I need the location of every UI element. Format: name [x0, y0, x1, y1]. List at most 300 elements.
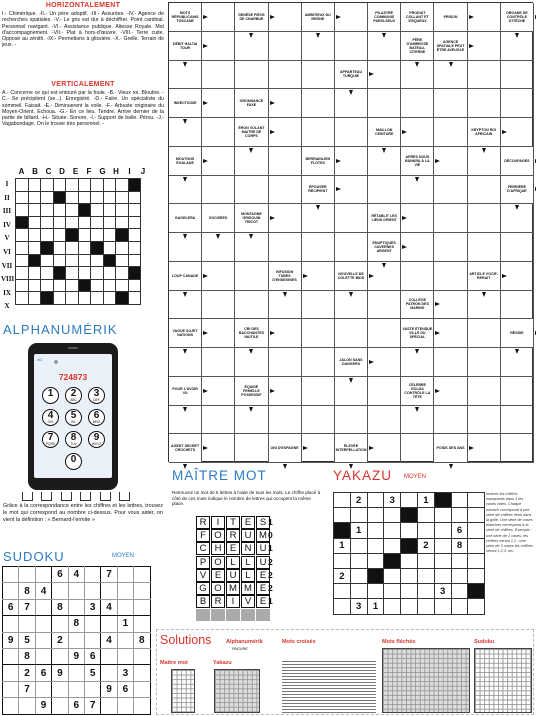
arrow-word-cell[interactable] — [468, 61, 501, 90]
mini-cell[interactable] — [16, 191, 29, 204]
sudoku-cell[interactable] — [84, 616, 100, 632]
mini-cell[interactable] — [41, 241, 54, 254]
mini-cell[interactable] — [53, 254, 66, 267]
mini-cell[interactable] — [116, 292, 129, 305]
sudoku-grid[interactable] — [2, 566, 151, 715]
sudoku-cell[interactable] — [134, 681, 150, 697]
arrow-word-cell[interactable] — [269, 348, 302, 377]
yakazu-cell[interactable]: 8 — [451, 538, 468, 553]
yakazu-cell[interactable] — [334, 584, 351, 599]
arrow-word-cell[interactable] — [269, 377, 302, 406]
arrow-word-cell[interactable] — [401, 348, 434, 377]
arrow-word-cell[interactable] — [269, 204, 302, 233]
arrow-word-cell[interactable] — [335, 89, 368, 118]
yakazu-cell[interactable] — [384, 568, 401, 583]
yakazu-cell[interactable] — [468, 508, 485, 523]
arrow-word-cell[interactable] — [468, 176, 501, 205]
sudoku-cell[interactable]: 1 — [117, 616, 133, 632]
maitre-mot-answer[interactable] — [196, 609, 270, 621]
arrow-word-cell[interactable] — [368, 89, 401, 118]
arrow-word-grid[interactable] — [168, 2, 533, 462]
mini-cell[interactable] — [78, 254, 91, 267]
mini-cell[interactable] — [91, 279, 104, 292]
mini-cell[interactable] — [128, 216, 141, 229]
sudoku-cell[interactable] — [134, 665, 150, 681]
sudoku-cell[interactable] — [35, 567, 51, 583]
mini-cell[interactable] — [103, 254, 116, 267]
yakazu-cell[interactable] — [451, 599, 468, 614]
yakazu-cell[interactable] — [434, 553, 451, 568]
arrow-word-cell[interactable] — [501, 434, 534, 463]
yakazu-cell[interactable] — [334, 553, 351, 568]
yakazu-cell[interactable] — [350, 538, 367, 553]
sudoku-cell[interactable]: 9 — [52, 665, 68, 681]
mini-cell[interactable] — [91, 267, 104, 280]
arrow-word-cell[interactable] — [368, 348, 401, 377]
mini-cell[interactable] — [103, 216, 116, 229]
yakazu-cell[interactable] — [468, 538, 485, 553]
mini-cell[interactable] — [78, 204, 91, 217]
mini-cell[interactable] — [91, 292, 104, 305]
arrow-word-cell[interactable] — [434, 291, 467, 320]
mini-cell[interactable] — [53, 279, 66, 292]
mini-cell[interactable] — [66, 241, 79, 254]
sudoku-cell[interactable]: 6 — [35, 665, 51, 681]
arrow-word-cell[interactable] — [501, 204, 534, 233]
arrow-word-cell[interactable] — [235, 348, 268, 377]
arrow-word-cell[interactable] — [202, 406, 235, 435]
arrow-word-cell[interactable] — [501, 89, 534, 118]
arrow-word-cell[interactable] — [269, 233, 302, 262]
yakazu-cell[interactable] — [350, 553, 367, 568]
yakazu-cell[interactable] — [417, 508, 434, 523]
mini-cell[interactable] — [53, 216, 66, 229]
mini-cell[interactable] — [53, 267, 66, 280]
sudoku-cell[interactable] — [35, 632, 51, 648]
arrow-word-cell[interactable] — [368, 32, 401, 61]
sudoku-cell[interactable]: 6 — [117, 681, 133, 697]
key-0[interactable] — [65, 453, 82, 470]
arrow-word-cell[interactable] — [169, 176, 202, 205]
mini-cell[interactable] — [103, 179, 116, 192]
arrow-word-cell[interactable] — [202, 348, 235, 377]
arrow-word-cell[interactable] — [335, 176, 368, 205]
mini-cell[interactable] — [103, 267, 116, 280]
mini-cell[interactable] — [28, 267, 41, 280]
yakazu-cell[interactable] — [468, 568, 485, 583]
sudoku-cell[interactable]: 8 — [134, 632, 150, 648]
mini-cell[interactable] — [16, 179, 29, 192]
sudoku-cell[interactable]: 8 — [68, 616, 84, 632]
arrow-word-cell[interactable] — [302, 377, 335, 406]
mini-cell[interactable] — [41, 279, 54, 292]
mini-cell[interactable] — [66, 179, 79, 192]
mini-cell[interactable] — [28, 204, 41, 217]
yakazu-cell[interactable] — [417, 584, 434, 599]
arrow-word-cell[interactable] — [202, 377, 235, 406]
arrow-word-cell[interactable] — [368, 176, 401, 205]
arrow-word-cell[interactable] — [235, 233, 268, 262]
yakazu-cell[interactable] — [417, 553, 434, 568]
sudoku-cell[interactable] — [101, 698, 117, 714]
arrow-word-cell[interactable] — [468, 204, 501, 233]
mini-cell[interactable] — [66, 216, 79, 229]
mini-cell[interactable] — [16, 216, 29, 229]
mini-cell[interactable] — [41, 216, 54, 229]
sudoku-cell[interactable] — [68, 583, 84, 599]
mini-cell[interactable] — [28, 241, 41, 254]
arrow-word-cell[interactable] — [468, 89, 501, 118]
yakazu-cell[interactable] — [417, 568, 434, 583]
sudoku-cell[interactable]: 6 — [3, 599, 19, 615]
sudoku-cell[interactable]: 7 — [19, 681, 35, 697]
sudoku-cell[interactable] — [134, 648, 150, 664]
arrow-word-cell[interactable] — [335, 319, 368, 348]
yakazu-cell[interactable] — [367, 584, 384, 599]
mini-cell[interactable] — [91, 216, 104, 229]
arrow-word-cell[interactable] — [434, 61, 467, 90]
yakazu-cell[interactable] — [434, 599, 451, 614]
mini-cell[interactable] — [53, 179, 66, 192]
yakazu-cell[interactable] — [401, 568, 418, 583]
sudoku-cell[interactable]: 4 — [68, 567, 84, 583]
sudoku-cell[interactable] — [52, 698, 68, 714]
sudoku-cell[interactable] — [84, 567, 100, 583]
mini-cell[interactable] — [41, 292, 54, 305]
sudoku-cell[interactable] — [84, 583, 100, 599]
sudoku-cell[interactable] — [101, 616, 117, 632]
arrow-word-cell[interactable] — [468, 32, 501, 61]
mini-cell[interactable] — [53, 292, 66, 305]
mini-cell[interactable] — [41, 179, 54, 192]
mini-cell[interactable] — [66, 204, 79, 217]
sudoku-cell[interactable]: 3 — [117, 665, 133, 681]
sudoku-cell[interactable]: 4 — [35, 583, 51, 599]
arrow-word-cell[interactable] — [202, 3, 235, 32]
yakazu-cell[interactable] — [367, 508, 384, 523]
sudoku-cell[interactable] — [68, 665, 84, 681]
arrow-word-cell[interactable] — [269, 32, 302, 61]
arrow-word-cell[interactable] — [335, 406, 368, 435]
key-6[interactable] — [88, 409, 105, 426]
mini-cell[interactable] — [66, 191, 79, 204]
arrow-word-cell[interactable] — [501, 262, 534, 291]
yakazu-cell[interactable] — [451, 493, 468, 508]
arrow-word-cell[interactable] — [468, 434, 501, 463]
mini-cell[interactable] — [28, 279, 41, 292]
arrow-word-cell[interactable] — [235, 434, 268, 463]
arrow-word-cell[interactable] — [434, 319, 467, 348]
arrow-word-cell[interactable] — [169, 61, 202, 90]
arrow-word-cell[interactable] — [302, 262, 335, 291]
arrow-word-cell[interactable] — [434, 348, 467, 377]
sudoku-cell[interactable] — [3, 648, 19, 664]
key-3[interactable] — [88, 387, 105, 404]
arrow-word-cell[interactable] — [401, 176, 434, 205]
arrow-word-cell[interactable] — [368, 434, 401, 463]
sudoku-cell[interactable]: 5 — [19, 632, 35, 648]
answer-slot[interactable] — [41, 492, 52, 501]
sudoku-cell[interactable] — [35, 648, 51, 664]
mini-cell[interactable] — [53, 204, 66, 217]
sudoku-cell[interactable] — [52, 648, 68, 664]
mini-cell[interactable] — [28, 179, 41, 192]
sudoku-cell[interactable] — [52, 583, 68, 599]
sudoku-cell[interactable] — [35, 616, 51, 632]
arrow-word-cell[interactable] — [335, 147, 368, 176]
arrow-word-cell[interactable] — [335, 233, 368, 262]
sudoku-cell[interactable]: 3 — [84, 599, 100, 615]
arrow-word-cell[interactable] — [169, 348, 202, 377]
sudoku-cell[interactable] — [134, 567, 150, 583]
sudoku-cell[interactable] — [134, 583, 150, 599]
mini-cell[interactable] — [66, 254, 79, 267]
answer-slot[interactable] — [61, 492, 72, 501]
yakazu-cell[interactable] — [367, 493, 384, 508]
mini-cell[interactable] — [41, 229, 54, 242]
sudoku-cell[interactable]: 9 — [3, 632, 19, 648]
arrow-word-cell[interactable] — [302, 89, 335, 118]
sudoku-cell[interactable]: 9 — [35, 698, 51, 714]
mini-cell[interactable] — [41, 191, 54, 204]
arrow-word-cell[interactable] — [235, 291, 268, 320]
yakazu-cell[interactable] — [401, 584, 418, 599]
key-4[interactable] — [42, 409, 59, 426]
mini-cell[interactable] — [91, 241, 104, 254]
answer-slot[interactable] — [119, 492, 130, 501]
yakazu-cell[interactable] — [434, 508, 451, 523]
arrow-word-cell[interactable] — [501, 348, 534, 377]
arrow-word-cell[interactable] — [202, 233, 235, 262]
key-8[interactable] — [65, 431, 82, 448]
yakazu-cell[interactable] — [334, 508, 351, 523]
arrow-word-cell[interactable] — [202, 118, 235, 147]
yakazu-cell[interactable]: 3 — [434, 584, 451, 599]
mini-cell[interactable] — [91, 179, 104, 192]
arrow-word-cell[interactable] — [468, 377, 501, 406]
arrow-word-cell[interactable] — [169, 406, 202, 435]
arrow-word-cell[interactable] — [335, 377, 368, 406]
arrow-word-cell[interactable] — [235, 32, 268, 61]
mini-cell[interactable] — [66, 292, 79, 305]
yakazu-cell[interactable]: 2 — [334, 568, 351, 583]
mini-cell[interactable] — [128, 279, 141, 292]
mini-cell[interactable] — [16, 267, 29, 280]
sudoku-cell[interactable]: 6 — [68, 698, 84, 714]
arrow-word-cell[interactable] — [302, 348, 335, 377]
yakazu-cell[interactable] — [384, 523, 401, 538]
mini-cell[interactable] — [116, 241, 129, 254]
arrow-word-cell[interactable] — [235, 61, 268, 90]
yakazu-cell[interactable] — [434, 568, 451, 583]
yakazu-cell[interactable] — [451, 568, 468, 583]
sudoku-cell[interactable] — [68, 681, 84, 697]
arrow-word-cell[interactable] — [401, 406, 434, 435]
arrow-word-cell[interactable] — [269, 61, 302, 90]
mini-cell[interactable] — [53, 241, 66, 254]
sudoku-cell[interactable] — [3, 681, 19, 697]
arrow-word-cell[interactable] — [401, 434, 434, 463]
yakazu-cell[interactable] — [384, 508, 401, 523]
mini-cell[interactable] — [78, 279, 91, 292]
yakazu-cell[interactable] — [468, 599, 485, 614]
sudoku-cell[interactable] — [3, 583, 19, 599]
mini-cell[interactable] — [28, 191, 41, 204]
sudoku-cell[interactable]: 7 — [101, 567, 117, 583]
arrow-word-cell[interactable] — [169, 291, 202, 320]
mini-cell[interactable] — [116, 216, 129, 229]
sudoku-cell[interactable] — [68, 599, 84, 615]
arrow-word-cell[interactable] — [401, 89, 434, 118]
yakazu-cell[interactable] — [384, 599, 401, 614]
arrow-word-cell[interactable] — [302, 434, 335, 463]
mini-cell[interactable] — [103, 279, 116, 292]
arrow-word-cell[interactable] — [202, 291, 235, 320]
mini-cell[interactable] — [103, 191, 116, 204]
yakazu-cell[interactable]: 3 — [384, 493, 401, 508]
arrow-word-cell[interactable] — [235, 147, 268, 176]
yakazu-cell[interactable] — [367, 523, 384, 538]
mini-cell[interactable] — [28, 216, 41, 229]
mini-cell[interactable] — [103, 241, 116, 254]
sudoku-cell[interactable]: 5 — [84, 665, 100, 681]
yakazu-cell[interactable]: 2 — [417, 538, 434, 553]
arrow-word-cell[interactable] — [468, 291, 501, 320]
mini-cell[interactable] — [16, 292, 29, 305]
sudoku-cell[interactable] — [68, 632, 84, 648]
arrow-word-cell[interactable] — [202, 89, 235, 118]
arrow-word-cell[interactable] — [302, 204, 335, 233]
sudoku-cell[interactable] — [117, 583, 133, 599]
mini-cell[interactable] — [116, 204, 129, 217]
sudoku-cell[interactable] — [134, 599, 150, 615]
answer-slot[interactable] — [22, 492, 33, 501]
mini-cell[interactable] — [78, 229, 91, 242]
mini-cell[interactable] — [16, 204, 29, 217]
sudoku-cell[interactable]: 7 — [84, 698, 100, 714]
arrow-word-cell[interactable] — [501, 233, 534, 262]
mini-cell[interactable] — [103, 292, 116, 305]
arrow-word-cell[interactable] — [434, 233, 467, 262]
arrow-word-cell[interactable] — [501, 406, 534, 435]
arrow-word-cell[interactable] — [235, 406, 268, 435]
yakazu-grid[interactable] — [333, 492, 485, 615]
yakazu-cell[interactable] — [367, 538, 384, 553]
arrow-word-cell[interactable] — [434, 262, 467, 291]
arrow-word-cell[interactable] — [302, 32, 335, 61]
sudoku-cell[interactable] — [101, 648, 117, 664]
arrow-word-cell[interactable] — [468, 406, 501, 435]
sudoku-cell[interactable] — [52, 616, 68, 632]
arrow-word-cell[interactable] — [401, 61, 434, 90]
arrow-word-cell[interactable] — [368, 406, 401, 435]
mini-cell[interactable] — [128, 292, 141, 305]
arrow-word-cell[interactable] — [202, 147, 235, 176]
arrow-word-cell[interactable] — [468, 233, 501, 262]
sudoku-cell[interactable] — [3, 665, 19, 681]
sudoku-cell[interactable] — [101, 665, 117, 681]
mini-cell[interactable] — [41, 267, 54, 280]
yakazu-cell[interactable]: 1 — [367, 599, 384, 614]
arrow-word-cell[interactable] — [434, 377, 467, 406]
arrow-word-cell[interactable] — [269, 147, 302, 176]
sudoku-cell[interactable]: 4 — [101, 599, 117, 615]
sudoku-cell[interactable] — [101, 583, 117, 599]
sudoku-cell[interactable] — [84, 681, 100, 697]
arrow-word-cell[interactable] — [501, 118, 534, 147]
mini-cell[interactable] — [128, 204, 141, 217]
sudoku-cell[interactable]: 2 — [19, 665, 35, 681]
sudoku-cell[interactable]: 9 — [68, 648, 84, 664]
sudoku-cell[interactable]: 6 — [52, 567, 68, 583]
arrow-word-cell[interactable] — [434, 204, 467, 233]
arrow-word-cell[interactable] — [202, 434, 235, 463]
arrow-word-cell[interactable] — [501, 32, 534, 61]
arrow-word-cell[interactable] — [302, 291, 335, 320]
arrow-word-cell[interactable] — [202, 61, 235, 90]
yakazu-cell[interactable] — [468, 493, 485, 508]
yakazu-cell[interactable] — [417, 599, 434, 614]
arrow-word-cell[interactable] — [202, 176, 235, 205]
sudoku-cell[interactable]: 8 — [19, 583, 35, 599]
arrow-word-cell[interactable] — [434, 89, 467, 118]
yakazu-cell[interactable] — [417, 523, 434, 538]
mini-cell[interactable] — [66, 279, 79, 292]
arrow-word-cell[interactable] — [169, 233, 202, 262]
sudoku-cell[interactable] — [19, 567, 35, 583]
sudoku-cell[interactable]: 2 — [52, 632, 68, 648]
sudoku-cell[interactable] — [117, 567, 133, 583]
mini-cell[interactable] — [78, 179, 91, 192]
mini-cell[interactable] — [91, 229, 104, 242]
sudoku-cell[interactable] — [3, 616, 19, 632]
yakazu-cell[interactable] — [350, 508, 367, 523]
arrow-word-cell[interactable] — [269, 291, 302, 320]
mini-cell[interactable] — [91, 204, 104, 217]
arrow-word-cell[interactable] — [368, 291, 401, 320]
mini-cell[interactable] — [128, 254, 141, 267]
mini-cell[interactable] — [103, 204, 116, 217]
mini-cell[interactable] — [128, 241, 141, 254]
key-9[interactable] — [88, 431, 105, 448]
yakazu-cell[interactable]: 3 — [350, 599, 367, 614]
mini-cell[interactable] — [128, 179, 141, 192]
mini-cell[interactable] — [103, 229, 116, 242]
arrow-word-cell[interactable] — [468, 3, 501, 32]
sudoku-cell[interactable] — [3, 567, 19, 583]
mini-cell[interactable] — [53, 229, 66, 242]
sudoku-cell[interactable] — [19, 698, 35, 714]
arrow-word-cell[interactable] — [401, 262, 434, 291]
sudoku-cell[interactable] — [84, 632, 100, 648]
mini-cell[interactable] — [116, 191, 129, 204]
sudoku-cell[interactable] — [117, 648, 133, 664]
sudoku-cell[interactable] — [134, 698, 150, 714]
arrow-word-cell[interactable] — [269, 176, 302, 205]
arrow-word-cell[interactable] — [335, 32, 368, 61]
arrow-word-cell[interactable] — [335, 291, 368, 320]
arrow-word-cell[interactable] — [368, 319, 401, 348]
arrow-word-cell[interactable] — [302, 233, 335, 262]
mini-cell[interactable] — [91, 254, 104, 267]
arrow-word-cell[interactable] — [169, 118, 202, 147]
mini-cell[interactable] — [28, 229, 41, 242]
key-1[interactable] — [42, 387, 59, 404]
sudoku-cell[interactable] — [3, 698, 19, 714]
mini-crossword-grid[interactable] — [15, 178, 141, 305]
sudoku-cell[interactable] — [117, 599, 133, 615]
yakazu-cell[interactable] — [334, 493, 351, 508]
